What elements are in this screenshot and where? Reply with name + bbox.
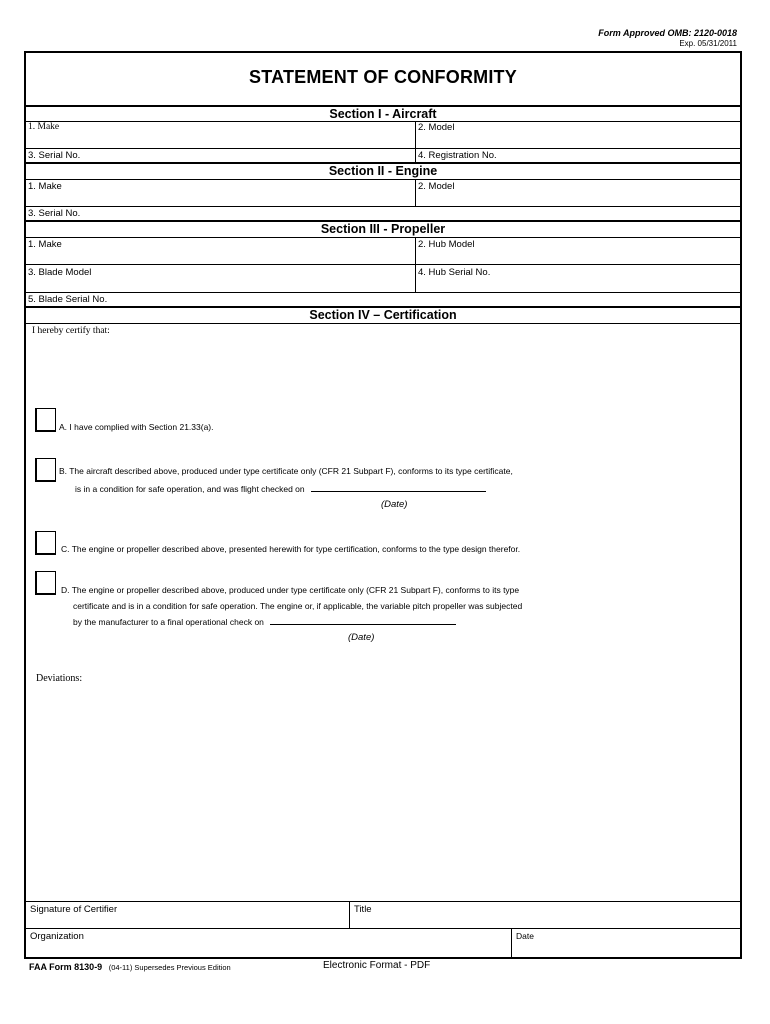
statement-d-line2: certificate and is in a condition for safe operation. The engine or, if applicable, the variable pitch propeller was subjected — [73, 601, 523, 611]
hub-serial-field[interactable]: 4. Hub Serial No. — [418, 267, 491, 278]
blade-serial-field[interactable]: 5. Blade Serial No. — [28, 294, 108, 305]
engine-make-field[interactable]: 1. Make — [28, 181, 62, 192]
section-3-heading: Section III - Propeller — [320, 222, 446, 236]
propeller-make-field[interactable]: 1. Make — [28, 239, 62, 250]
form-frame — [24, 51, 742, 959]
aircraft-model-field[interactable]: 2. Model — [418, 122, 455, 133]
date-caption-b: (Date) — [381, 499, 408, 510]
statement-b-line1: B. The aircraft described above, produced under type certificate only (CFR 21 Subpart F), conforms to its type certificate, — [59, 466, 513, 476]
statement-d-line1: D. The engine or propeller described above, produced under type certificate only (CFR 21 Subpart F), conforms to its type — [61, 585, 520, 595]
checkbox-b[interactable] — [35, 458, 56, 482]
date-caption-d: (Date) — [348, 632, 375, 643]
deviations-label: Deviations: — [36, 673, 83, 684]
statement-c: C. The engine or propeller described above, presented herewith for type certification, conforms to the type design therefor. — [61, 544, 521, 554]
edition-note: (04-11) Supersedes Previous Edition — [108, 963, 231, 972]
section-2-heading: Section II - Engine — [328, 164, 438, 178]
engine-serial-field[interactable]: 3. Serial No. — [28, 208, 81, 219]
signature-of-certifier-field[interactable]: Signature of Certifier — [30, 904, 118, 915]
certify-intro: I hereby certify that: — [32, 326, 110, 336]
organization-field[interactable]: Organization — [30, 931, 84, 942]
deviations-area[interactable] — [34, 689, 724, 897]
hub-model-field[interactable]: 2. Hub Model — [418, 239, 475, 250]
statement-b-line2 — [75, 484, 486, 494]
engine-model-field[interactable]: 2. Model — [418, 181, 455, 192]
statement-b-line2-text: is in a condition for safe operation, and was flight checked on — [75, 484, 305, 494]
aircraft-serial-field[interactable]: 3. Serial No. — [28, 150, 81, 161]
flight-check-date-line[interactable] — [311, 490, 486, 492]
title-field[interactable]: Title — [354, 904, 372, 915]
statement-a: A. I have complied with Section 21.33(a). — [59, 422, 214, 432]
aircraft-make-field[interactable]: 1. Make — [28, 122, 60, 132]
statement-d-line3 — [73, 617, 456, 627]
aircraft-registration-field[interactable]: 4. Registration No. — [418, 150, 497, 161]
form-footer — [29, 962, 231, 972]
statement-d-line3-text: by the manufacturer to a final operational check on — [73, 617, 264, 627]
electronic-format-note: Electronic Format - PDF — [323, 960, 431, 971]
blade-model-field[interactable]: 3. Blade Model — [28, 267, 92, 278]
form-number: FAA Form 8130-9 — [29, 962, 103, 972]
section-4-heading: Section IV – Certification — [309, 308, 457, 322]
section-1-heading: Section I - Aircraft — [329, 107, 437, 121]
form-title: STATEMENT OF CONFORMITY — [249, 67, 517, 87]
operational-check-date-line[interactable] — [270, 623, 456, 625]
checkbox-a[interactable] — [35, 408, 56, 432]
checkbox-c[interactable] — [35, 531, 56, 555]
omb-approval: Form Approved OMB: 2120-0018 — [598, 28, 737, 38]
checkbox-d[interactable] — [35, 571, 56, 595]
signature-date-field[interactable]: Date — [516, 931, 534, 941]
expiration-date: Exp. 05/31/2011 — [679, 39, 737, 48]
